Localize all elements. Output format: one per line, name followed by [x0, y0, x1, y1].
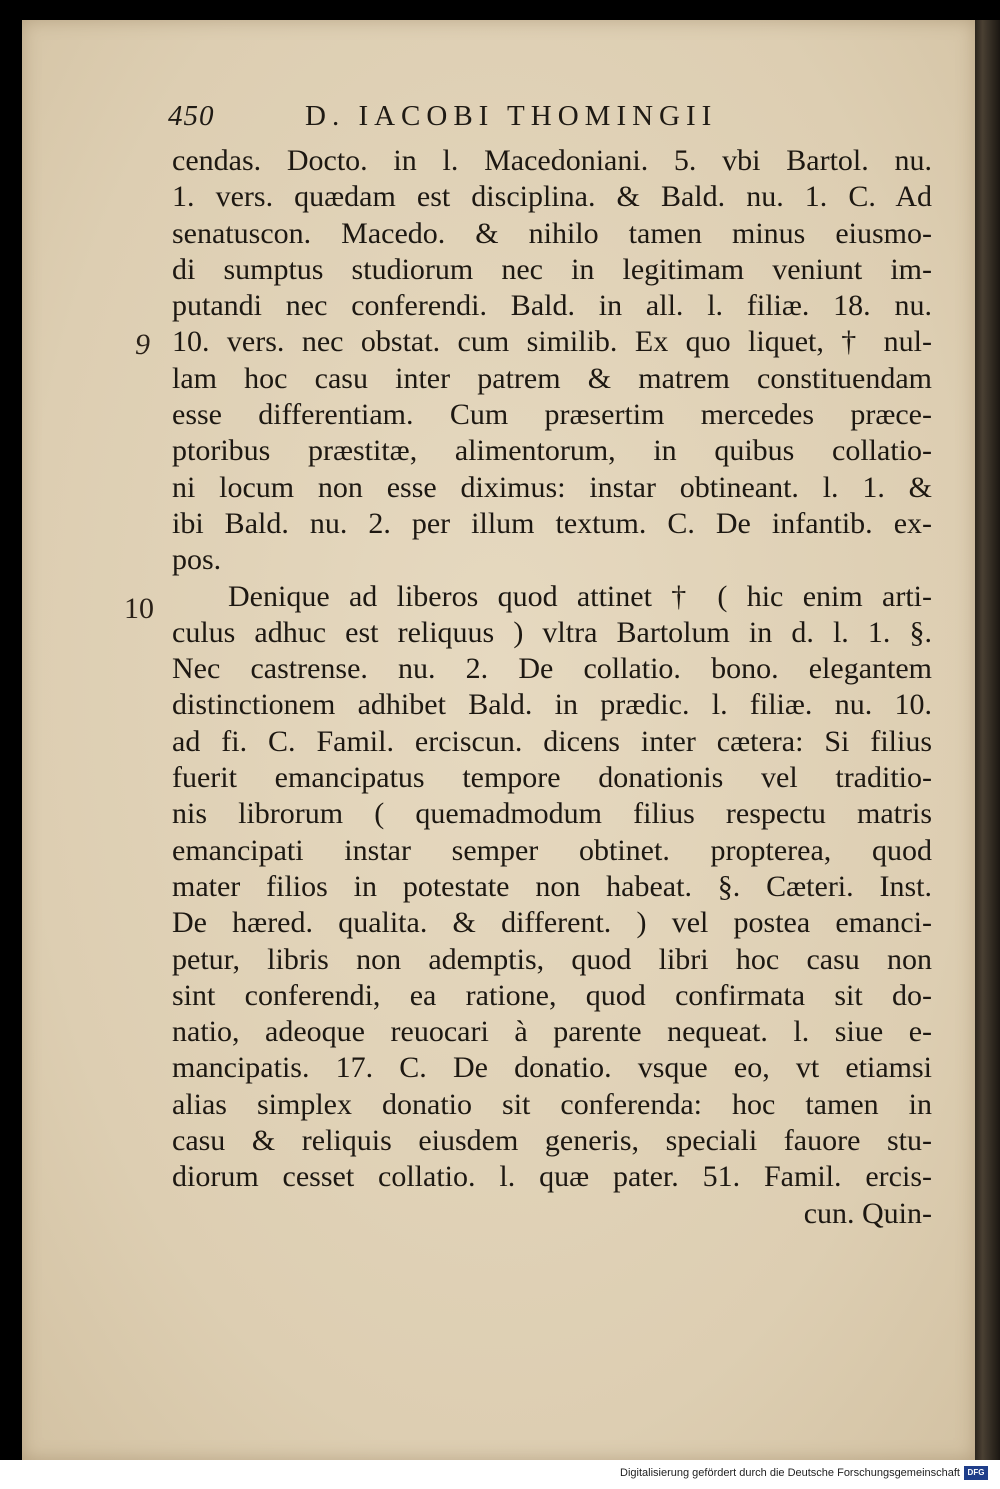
text-line: mater filios in potestate non habeat. §. Cæteri. Inst.: [172, 869, 932, 903]
body-text: [172, 143, 932, 1232]
page-header: [168, 100, 928, 136]
text-line: fuerit emancipatus tempore donationis vel traditio-: [172, 761, 932, 795]
text-line: ptoribus præstitæ, alimentorum, in quibus collatio-: [172, 434, 932, 468]
text-line: ad fi. C. Famil. erciscun. dicens inter cætera: Si filius: [172, 724, 932, 758]
text-line: sint conferendi, ea ratione, quod confirmata sit do-: [172, 978, 932, 1012]
digitization-footer: [0, 1460, 1000, 1489]
dfg-logo: DFG: [964, 1466, 988, 1480]
text-line: lam hoc casu inter patrem & matrem constituendam: [172, 361, 932, 395]
text-line: natio, adeoque reuocari à parente nequeat. l. siue e-: [172, 1015, 932, 1049]
page-number: 450: [168, 100, 215, 132]
text-line: Denique ad liberos quod attinet † ( hic enim arti-: [228, 579, 932, 613]
margin-note-9: 9: [135, 328, 150, 361]
catchword-line: cun. Quin-: [803, 1196, 932, 1230]
text-line: pos.: [172, 543, 222, 577]
text-line: esse differentiam. Cum præsertim mercedes præce-: [172, 398, 932, 432]
text-line: culus adhuc est reliquus ) vltra Bartolum in d. l. 1. §.: [172, 615, 932, 649]
text-line: distinctionem adhibet Bald. in prædic. l. filiæ. nu. 10.: [172, 688, 932, 722]
footer-credit: Digitalisierung gefördert durch die Deutsche Forschungsgemeinschaft: [620, 1467, 960, 1479]
margin-note-10: 10: [124, 592, 154, 625]
text-line: nis librorum ( quemadmodum filius respectu matris: [172, 797, 932, 831]
text-line: Nec castrense. nu. 2. De collatio. bono. elegantem: [172, 652, 932, 686]
text-line: putandi nec conferendi. Bald. in all. l. filiæ. 18. nu.: [172, 289, 932, 323]
text-line: alias simplex donatio sit conferenda: hoc tamen in: [172, 1087, 932, 1121]
text-line: 10. vers. nec obstat. cum similib. Ex quo liquet, † nul-: [172, 325, 932, 359]
text-line: di sumptus studiorum nec in legitimam veniunt im-: [172, 252, 932, 286]
text-line: senatuscon. Macedo. & nihilo tamen minus eiusmo-: [172, 216, 932, 250]
text-line: cendas. Docto. in l. Macedoniani. 5. vbi Bartol. nu.: [172, 144, 932, 177]
text-line: 1. vers. quædam est disciplina. & Bald. nu. 1. C. Ad: [172, 180, 932, 214]
text-line: diorum cesset collatio. l. quæ pater. 51. Famil. ercis-: [172, 1160, 932, 1194]
text-line: ni locum non esse diximus: instar obtineant. l. 1. &: [172, 470, 932, 504]
text-line: De hæred. qualita. & different. ) vel postea emanci-: [172, 906, 932, 940]
text-line: emancipati instar semper obtinet. propterea, quod: [172, 833, 932, 867]
text-line: mancipatis. 17. C. De donatio. vsque eo, vt etiamsi: [172, 1051, 932, 1085]
text-line: ibi Bald. nu. 2. per illum textum. C. De infantib. ex-: [172, 506, 932, 540]
book-edge: [975, 20, 1000, 1460]
text-line: petur, libris non ademptis, quod libri hoc casu non: [172, 942, 932, 976]
text-line: casu & reliquis eiusdem generis, speciali fauore stu-: [172, 1124, 932, 1158]
running-title: D. IACOBI THOMINGII: [305, 100, 718, 132]
